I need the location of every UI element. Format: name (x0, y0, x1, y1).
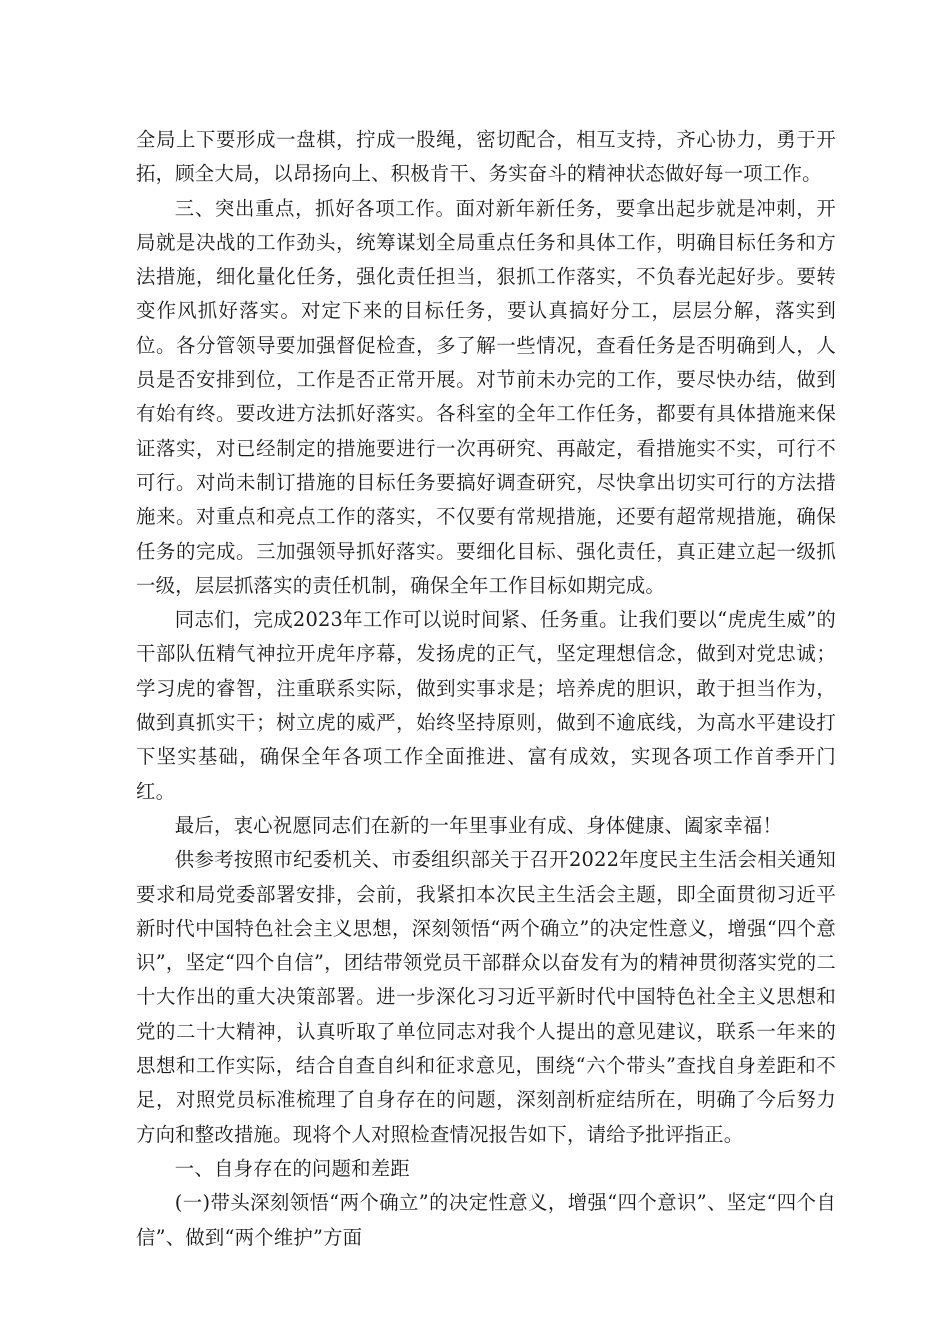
document-body (136, 123, 836, 1255)
paragraph-2: 三、突出重点，抓好各项工作。面对新年新任务，要拿出起步就是冲刺，开局就是决战的工作劲头，统筹谋划全局重点任务和具体工作，明确目标任务和方法措施，细化量化任务，强化责任担当，狠抓工作落实，不负春光起好步。要转变作风抓好落实。对定下来的目标任务，要认真搞好分工，层层分解，落实到位。各分管领导要加强督促检查，多了解一些情况，查看任务是否明确到人，人员是否安排到位，工作是否正常开展。对节前未办完的工作，要尽快办结，做到有始有终。要改进方法抓好落实。各科室的全年工作任务，都要有具体措施来保证落实，对已经制定的措施要进行一次再研究、再敲定，看措施实不实，可行不可行。对尚未制订措施的目标任务要搞好调查研究，尽快拿出切实可行的方法措施来。对重点和亮点工作的落实，不仅要有常规措施，还要有超常规措施，确保任务的完成。三加强领导抓好落实。要细化目标、强化责任，真正建立起一级抓一级，层层抓落实的责任机制，确保全年工作目标如期完成。 (136, 196, 836, 597)
paragraph-5: 供参考按照市纪委机关、市委组织部关于召开2022年度民主生活会相关通知要求和局党委部署安排，会前，我紧扣本次民主生活会主题，即全面贯彻习近平新时代中国特色社会主义思想，深刻领悟“两个确立”的决定性意义，增强“四个意识”，坚定“四个自信”，团结带领党员干部群众以奋发有为的精神贯彻落实党的二十大作出的重大决策部署。进一步深化习习近平新时代中国特色社全主义思想和党的二十大精神，认真听取了单位同志对我个人提出的意见建议，联系一年来的思想和工作实际，结合自查自纠和征求意见，围绕“六个带头”查找自身差距和不足，对照党员标准梳理了自身存在的问题，深刻剖析症结所在，明确了今后努力方向和整改措施。现将个人对照检查情况报告如下，请给予批评指正。 (136, 848, 836, 1146)
section-heading: 一、自身存在的问题和差距 (174, 1156, 410, 1180)
sub-heading: (一)带头深刻领悟“两个确立”的决定性意义，增强“四个意识”、坚定“四个自信”、做到“两个维护”方面 (136, 1191, 836, 1249)
paragraph-4: 最后，衷心祝愿同志们在新的一年里事业有成、身体健康、阖家幸福！ (174, 813, 783, 837)
paragraph-1: 全局上下要形成一盘棋，拧成一股绳，密切配合，相互支持，齐心协力，勇于开拓，顾全大局，以昂扬向上、积极肯干、务实奋斗的精神状态做好每一项工作。 (136, 128, 836, 186)
paragraph-3: 同志们，完成2023年工作可以说时间紧、任务重。让我们要以“虎虎生威”的干部队伍精气神拉开虎年序幕，发扬虎的正气，坚定理想信念，做到对党忠诚；学习虎的睿智，注重联系实际，做到实事求是；培养虎的胆识，敢于担当作为，做到真抓实干；树立虎的威严，始终坚持原则，做到不逾底线，为高水平建设打下坚实基础，确保全年各项工作全面推进、富有成效，实现各项工作首季开门红。 (136, 608, 836, 803)
